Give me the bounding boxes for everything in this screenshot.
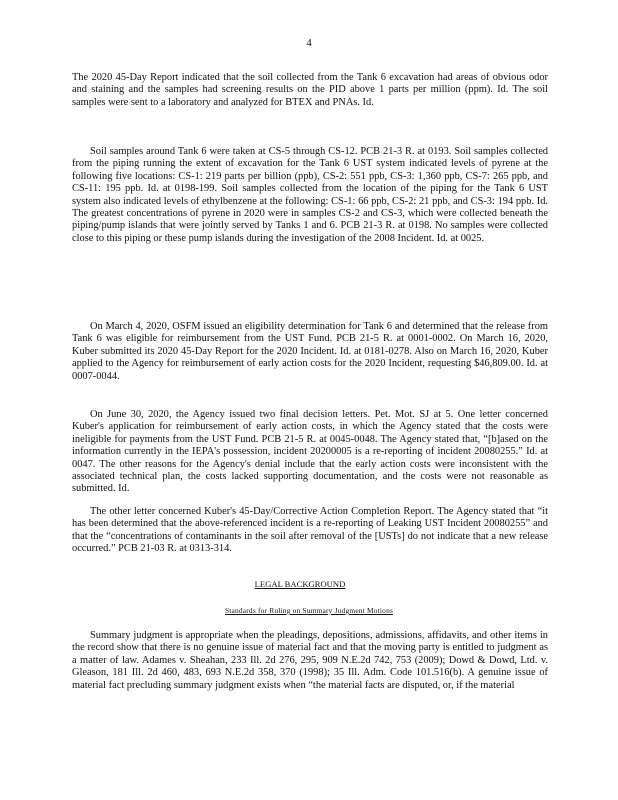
paragraph-3: On March 4, 2020, OSFM issued an eligibility determination for Tank 6 and determined that the release from Tank 6 was eligible for reimbursement from the UST Fund. PCB 21-5 R. at 0001-0002. On March 16, 2020, Kuber submitted its 2020 45-Day Report for the 2020 Incident. Id. at 0181-0278. Also on March 16, 2020, Kuber applied to the Agency for reimbursement of early action costs for the 2020 Incident, requesting $46,809.00. Id. at 0007-0044. (72, 321, 548, 382)
page-number: 4 (306, 37, 312, 49)
section-heading-text: LEGAL BACKGROUND (254, 579, 346, 589)
paragraph-6: Summary judgment is appropriate when the pleadings, depositions, admissions, affidavits, and other items in the record show that there is no genuine issue of material fact and that the moving party is entitled to judgment as a matter of law. Adames v. Sheahan, 233 Ill. 2d 276, 295, 909 N.E.2d 742, 753 (2009); Dowd & Dowd, Ltd. v. Gleason, 181 Ill. 2d 460, 483, 693 N.E.2d 358, 370 (1998); 35 Ill. Adm. Code 101.516(b). A genuine issue of material fact precluding summary judgment exists when “the material facts are disputed, or, if the material (72, 630, 548, 691)
section-heading (0, 578, 618, 590)
paragraph-4: On June 30, 2020, the Agency issued two final decision letters. Pet. Mot. SJ at 5. One letter concerned Kuber's application for reimbursement of early action costs, in which the Agency stated that the costs were ineligible for payments from the UST Fund. PCB 21-5 R. at 0045-0048. The Agency stated that, “[b]ased on the information currently in the IEPA's possession, incident 20200005 is a re-reporting of incident 20080255.” Id. at 0047. The other reasons for the Agency's denial include that the early action costs were inconsistent with the associated technical plan, the costs lacked supporting documentation, and the costs were not reasonable as submitted. Id. (72, 409, 548, 495)
paragraph-5: The other letter concerned Kuber's 45-Day/Corrective Action Completion Report. The Agency stated that “it has been determined that the above-referenced incident is a re-reporting of Leaking UST Incident 20080255” and that the “concentrations of contaminants in the soil after removal of the [USTs] do not indicate that a new release occurred.” PCB 21-03 R. at 0313-314. (72, 506, 548, 555)
subsection-heading (0, 605, 618, 617)
subsection-heading-text: Standards for Ruling on Summary Judgment Motions (224, 606, 394, 615)
paragraph-1: The 2020 45-Day Report indicated that the soil collected from the Tank 6 excavation had areas of obvious odor and staining and the samples had screening results on the PID above 1 parts per million (ppm). Id. The soil samples were sent to a laboratory and analyzed for BTEX and PNAs. Id. (72, 72, 548, 108)
paragraph-2: Soil samples around Tank 6 were taken at CS-5 through CS-12. PCB 21-3 R. at 0193. Soil samples collected from the piping running the extent of excavation for the Tank 6 UST system indicated levels of pyrene at the following five locations: CS-1: 219 parts per billion (ppb), CS-2: 551 ppb, CS-3: 1,360 ppb, CS-7: 265 ppb, and CS-11: 195 ppb. Id. at 0198-199. Soil samples collected from the location of the piping for the Tank 6 UST system also indicated levels of ethylbenzene at the following: CS-1: 66 ppb, CS-2: 21 ppb, and CS-3: 194 ppb. Id. The greatest concentrations of pyrene in 2020 were in samples CS-2 and CS-3, which were collected beneath the piping/pump islands that were jointly served by Tanks 1 and 6. PCB 21-3 R. at 0198. No samples were collected close to this piping or these pump islands during the investigation of the 2008 Incident. Id. at 0025. (72, 146, 548, 244)
